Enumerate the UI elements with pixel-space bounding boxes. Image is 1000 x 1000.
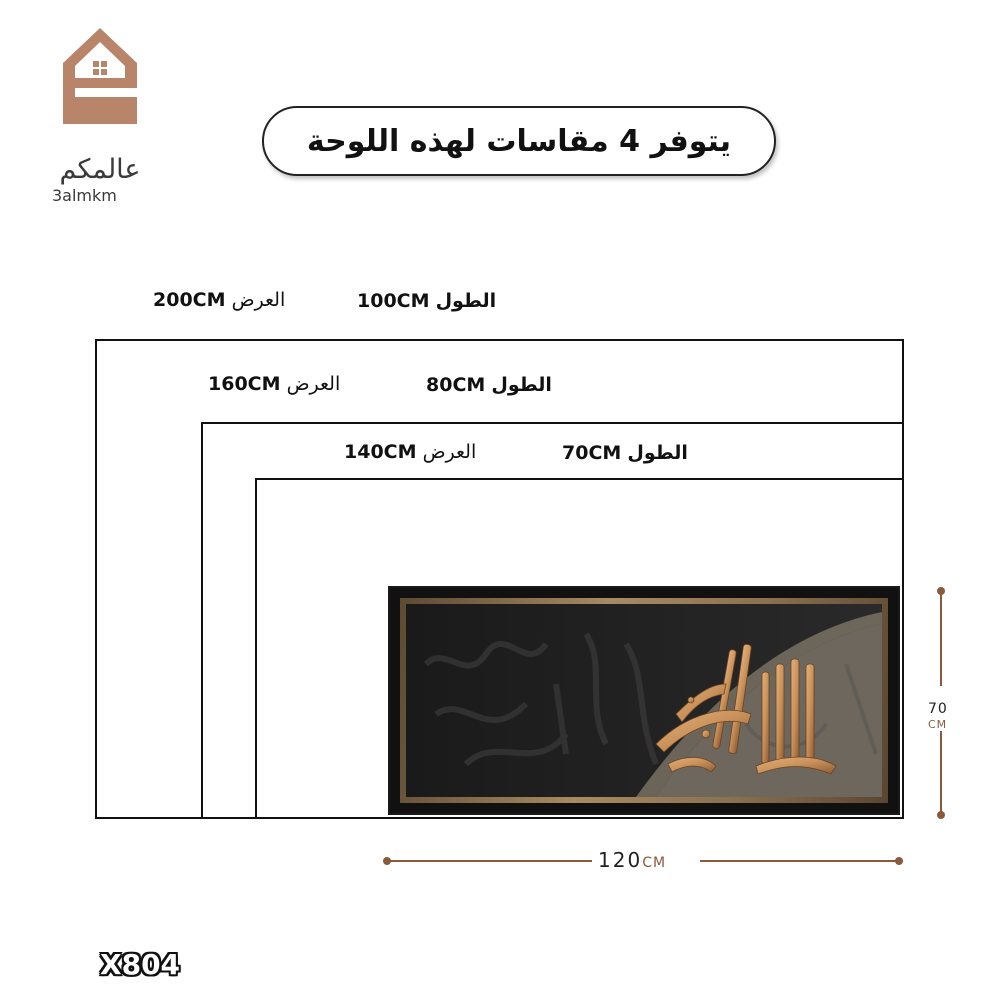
brand-logo	[50, 28, 150, 205]
size-3-length-label: الطول	[627, 442, 688, 464]
size-1-length	[357, 290, 496, 312]
size-1-length-label: الطول	[435, 290, 497, 312]
width-dimension-value: 120	[598, 848, 643, 872]
frames-baseline	[95, 817, 903, 819]
size-1-width	[153, 289, 285, 311]
header-banner	[262, 106, 776, 176]
size-1-length-value: 100CM	[357, 290, 430, 312]
size-2-length-value: 80CM	[426, 374, 486, 396]
height-dimension-unit: CM	[928, 718, 948, 731]
house-logo-icon	[63, 28, 137, 128]
size-1-width-label: العرض	[231, 289, 286, 311]
size-1-width-value: 200CM	[153, 289, 226, 311]
painting-preview	[388, 586, 900, 815]
size-2-width-value: 160CM	[208, 373, 281, 395]
brand-name-arabic: عالمكم	[59, 154, 141, 185]
product-code: X804	[100, 948, 181, 981]
size-3-width-label: العرض	[422, 441, 477, 463]
height-dimension-value: 70	[928, 701, 948, 717]
size-2-length-label: الطول	[491, 374, 552, 396]
size-3-width-value: 140CM	[344, 441, 417, 463]
size-3-length-value: 70CM	[562, 442, 622, 464]
brand-name-latin: 3almkm	[52, 186, 117, 205]
header-title: يتوفر 4 مقاسات لهذه اللوحة	[306, 123, 732, 159]
painting-artwork	[406, 604, 882, 797]
size-2-width-label: العرض	[286, 373, 341, 395]
width-dimension-label	[598, 848, 666, 872]
width-dimension-unit: CM	[642, 855, 667, 871]
